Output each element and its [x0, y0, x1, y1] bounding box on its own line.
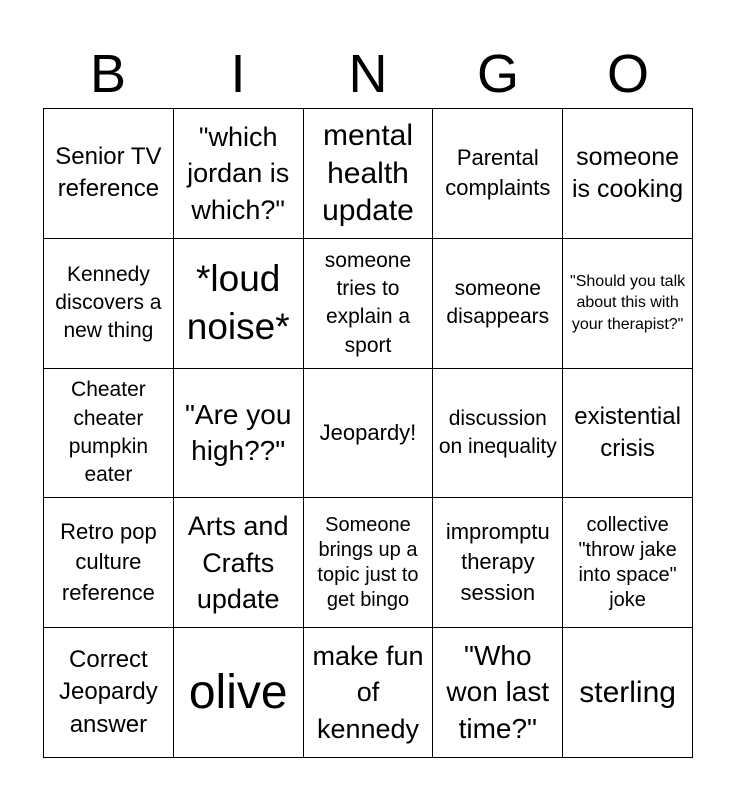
cell-text: "Who won last time?"	[446, 640, 550, 744]
bingo-cell[interactable]	[174, 628, 304, 758]
cell-text: someone tries to explain a sport	[324, 248, 412, 357]
cell-text: mental health update	[322, 119, 414, 228]
cell-text: Correct Jeopardy answer	[59, 646, 158, 738]
bingo-cell[interactable]	[44, 628, 174, 758]
cell-text: Kennedy discovers a new thing	[55, 262, 162, 343]
bingo-cell[interactable]	[174, 109, 304, 239]
cell-text: discussion on inequality	[438, 406, 557, 458]
bingo-cell[interactable]	[174, 498, 304, 628]
bingo-cell[interactable]	[304, 109, 434, 239]
cell-text: sterling	[579, 675, 676, 709]
bingo-cell[interactable]	[304, 498, 434, 628]
cell-text: Parental complaints	[445, 144, 551, 201]
cell-text: "Are you high??"	[184, 398, 292, 466]
cell-text: make fun of kennedy	[312, 640, 424, 744]
cell-text: Cheater cheater pumpkin eater	[68, 378, 149, 487]
bingo-cell[interactable]	[563, 498, 693, 628]
bingo-cell[interactable]	[44, 239, 174, 369]
cell-text: *loud noise*	[186, 258, 290, 348]
bingo-cell[interactable]	[433, 239, 563, 369]
bingo-cell[interactable]	[44, 498, 174, 628]
cell-text: "Should you talk about this with your therapist?"	[570, 272, 686, 333]
bingo-cell[interactable]	[563, 239, 693, 369]
bingo-cell[interactable]	[433, 369, 563, 499]
bingo-cell[interactable]	[304, 628, 434, 758]
header-letter-g: G	[476, 44, 519, 104]
cell-text: collective "throw jake into space" joke	[578, 513, 677, 611]
bingo-cell[interactable]	[304, 369, 434, 499]
cell-text: Senior TV reference	[55, 143, 162, 203]
bingo-cell[interactable]	[563, 109, 693, 239]
cell-text: olive	[188, 665, 288, 719]
header-letter-n: N	[348, 44, 388, 104]
cell-text: "which jordan is which?"	[187, 121, 290, 225]
bingo-cell[interactable]	[433, 498, 563, 628]
cell-text: existential crisis	[574, 402, 681, 462]
cell-text: impromptu therapy session	[445, 518, 550, 606]
bingo-cell[interactable]	[44, 109, 174, 239]
cell-text: someone is cooking	[572, 142, 684, 204]
bingo-cell[interactable]	[433, 109, 563, 239]
bingo-cell[interactable]	[433, 628, 563, 758]
bingo-cell[interactable]	[563, 628, 693, 758]
cell-text: Retro pop culture reference	[60, 518, 157, 606]
bingo-cell[interactable]	[174, 369, 304, 499]
bingo-cell[interactable]	[563, 369, 693, 499]
bingo-header	[43, 40, 693, 108]
cell-text: Jeopardy!	[319, 419, 417, 445]
cell-text: Someone brings up a topic just to get bingo	[317, 513, 419, 611]
cell-text: Arts and Crafts update	[187, 511, 289, 614]
header-letter-i: I	[230, 44, 246, 104]
cell-text: someone disappears	[446, 276, 550, 329]
header-letter-b: B	[89, 44, 127, 104]
bingo-board	[43, 108, 693, 758]
bingo-cell[interactable]	[174, 239, 304, 369]
header-letter-o: O	[606, 44, 649, 104]
bingo-cell[interactable]	[44, 369, 174, 499]
bingo-cell[interactable]	[304, 239, 434, 369]
